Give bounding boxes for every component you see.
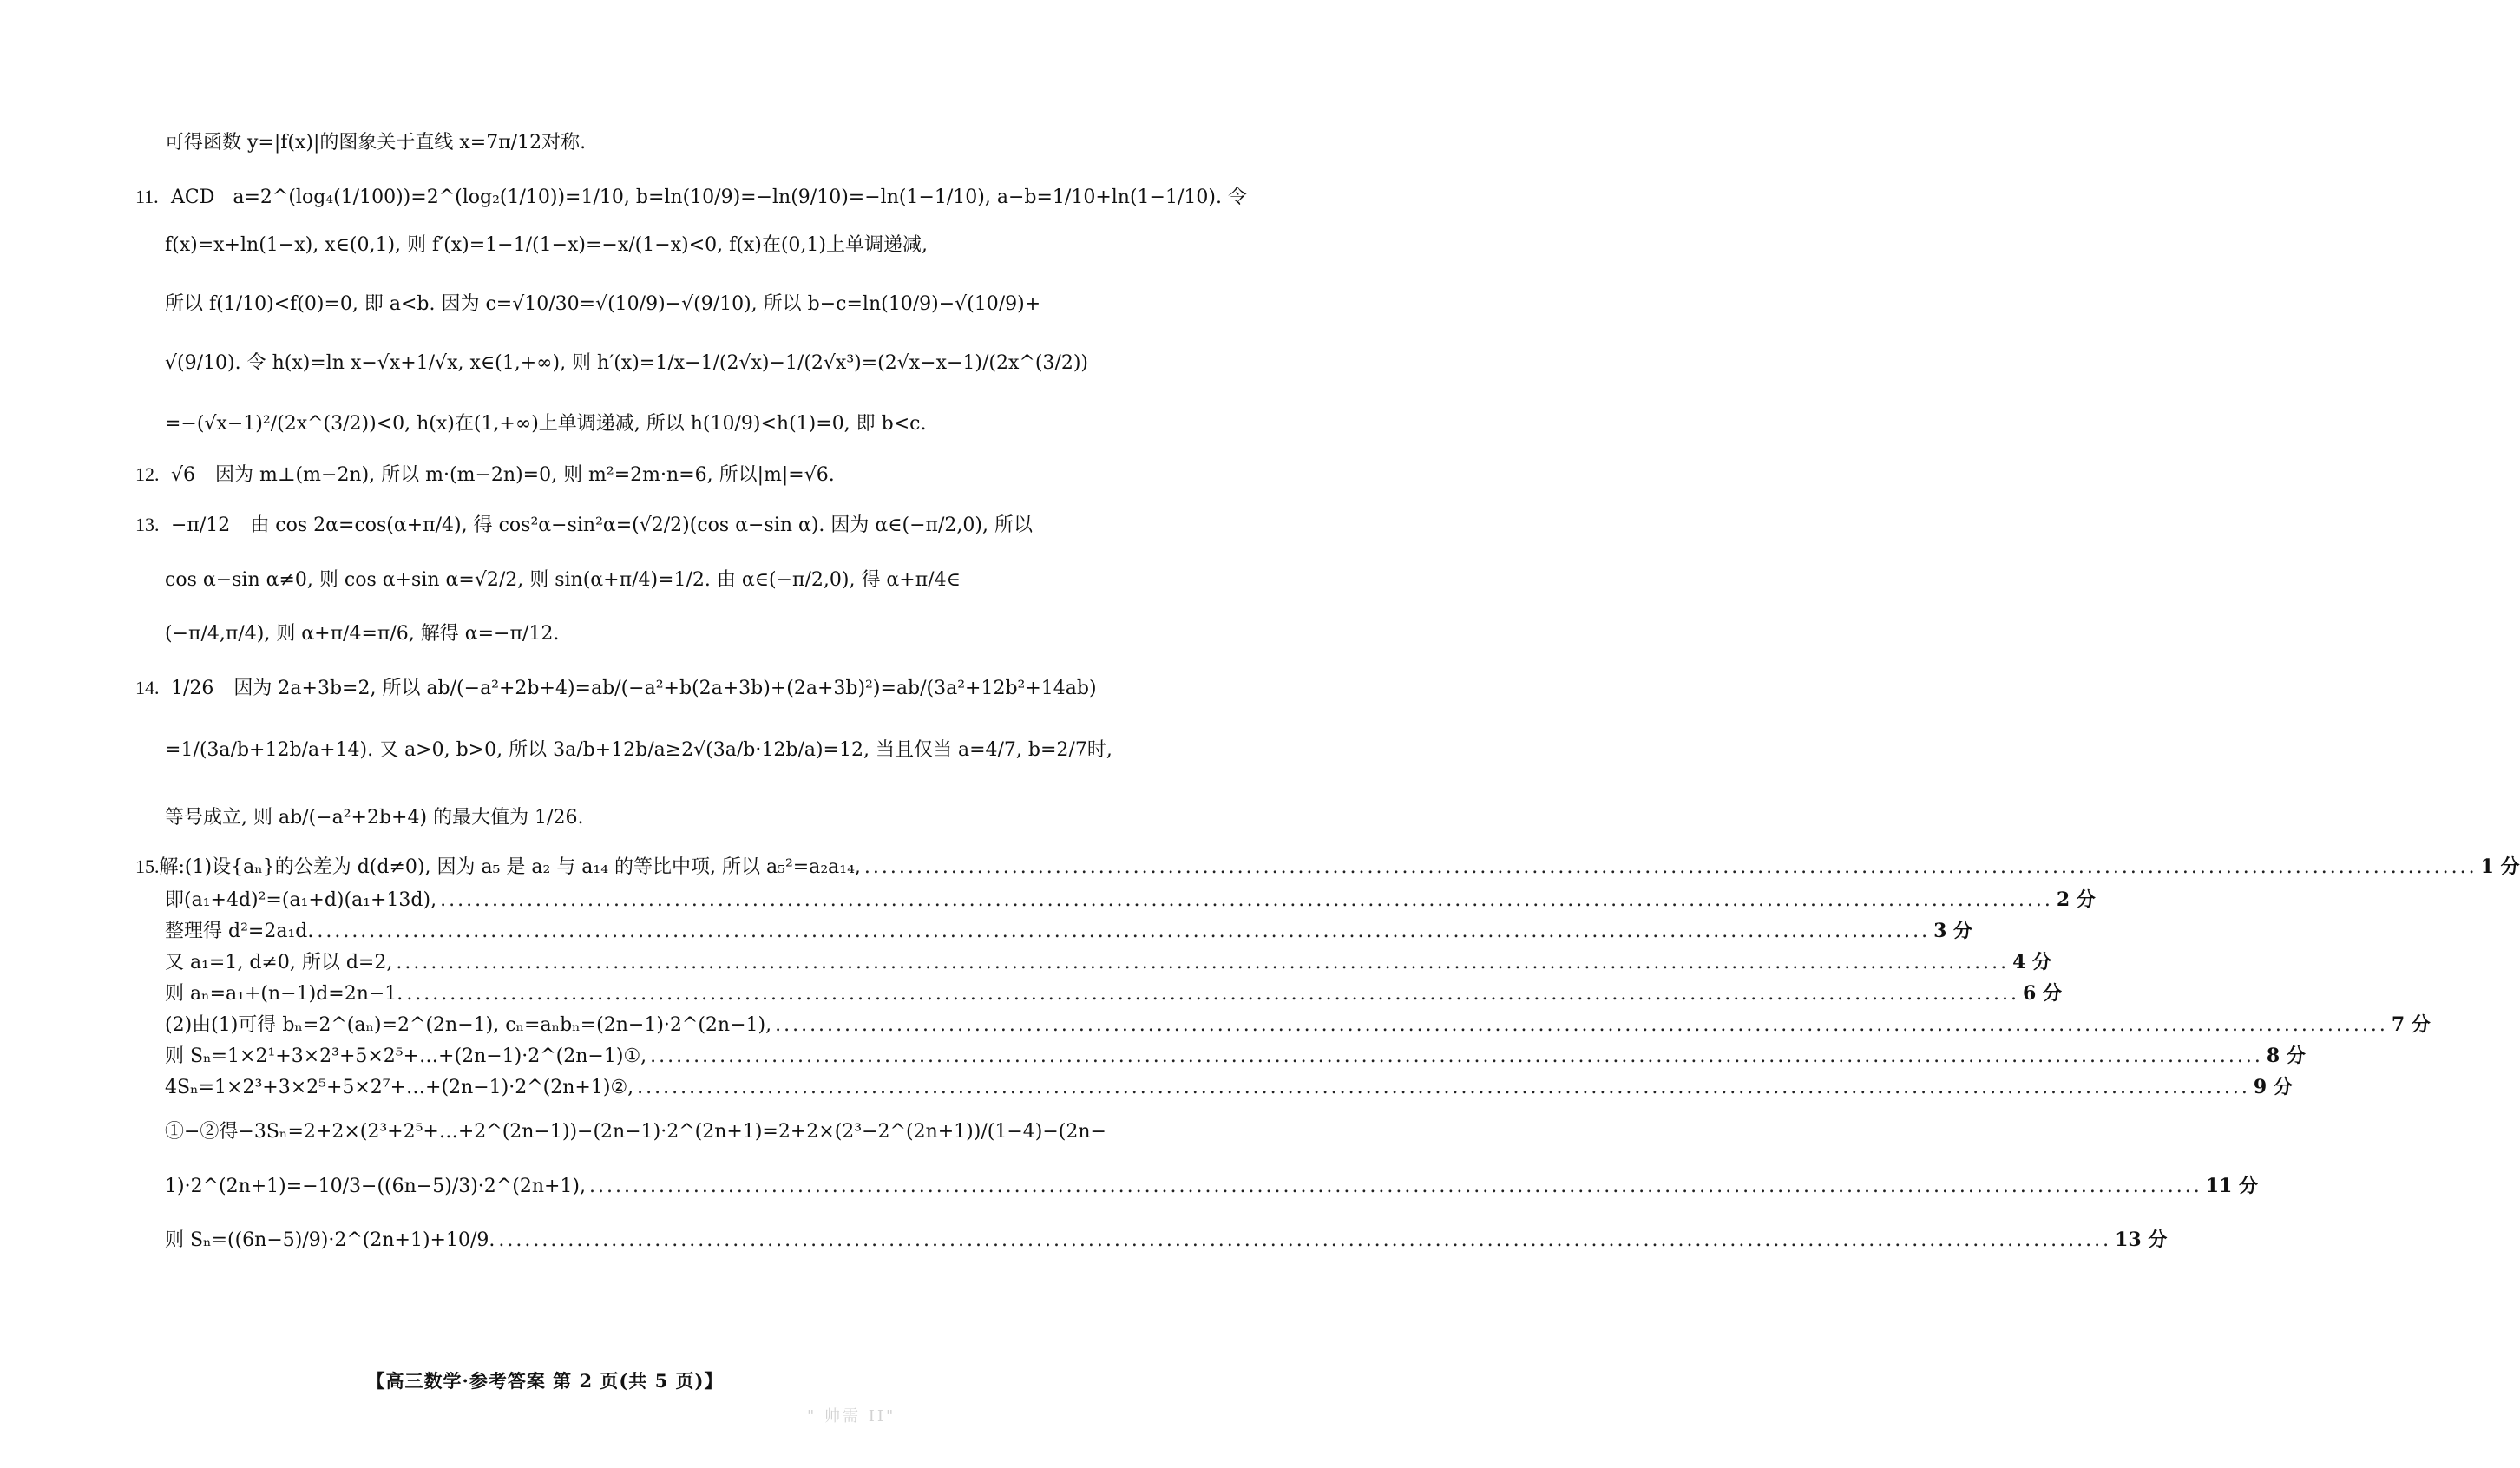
question-number: 12.: [135, 463, 160, 485]
question-11: [0, 184, 1247, 211]
leader-dots: [589, 1174, 2202, 1200]
question-13: [0, 512, 1090, 539]
text-line: f(x)=x+ln(1−x), x∈(0,1), 则 f′(x)=1−1/(1−x)=−x/(1−x)<0, f(x)在(0,1)上单调递减,: [165, 234, 928, 256]
page-footer: 【高三数学·参考答案 第 2 页(共 5 页)】: [366, 1370, 724, 1392]
step-text: (2)由(1)可得 bₙ=2^(aₙ)=2^(2n−1), cₙ=aₙbₙ=(2n−1)·2^(2n−1),: [165, 1014, 772, 1036]
step-score: 4 分: [2012, 951, 2052, 973]
step-text: 1)·2^(2n+1)=−10/3−((6n−5)/3)·2^(2n+1),: [165, 1176, 586, 1197]
question-answer: ACD: [171, 187, 215, 208]
step-text: 即(a₁+4d)²=(a₁+d)(a₁+13d),: [165, 889, 437, 911]
text-line: 由 cos 2α=cos(α+π/4), 得 cos²α−sin²α=(√2/2)(cos α−sin α). 因为 α∈(−π/2,0), 所以: [250, 514, 1033, 536]
text-line: 等号成立, 则 ab/(−a²+2b+4) 的最大值为 1/26.: [165, 807, 584, 829]
text-line: =1/(3a/b+12b/a+14). 又 a>0, b>0, 所以 3a/b+12b/a≥2√(3a/b·12b/a)=12, 当且仅当 a=4/7, b=2/7时,: [165, 739, 1112, 761]
solution-step: [135, 854, 2520, 881]
leader-dots: [406, 981, 2019, 1007]
solution-step: [165, 949, 2052, 976]
leader-dots: [317, 919, 1930, 945]
question-answer: 1/26: [171, 678, 214, 699]
question-answer: −π/12: [171, 514, 231, 536]
leader-dots: [864, 855, 2477, 881]
step-score: 8 分: [2266, 1045, 2306, 1067]
leader-dots: [775, 1013, 2388, 1039]
step-text: 整理得 d²=2a₁d.: [165, 921, 314, 942]
step-text: 则 aₙ=a₁+(n−1)d=2n−1.: [165, 983, 404, 1005]
step-score: 3 分: [1933, 920, 1973, 942]
step-score: 13 分: [2115, 1229, 2168, 1251]
text-line: 可得函数 y=|f(x)|的图象关于直线 x=7π/12对称.: [165, 132, 587, 154]
step-text: 又 a₁=1, d≠0, 所以 d=2,: [165, 952, 393, 973]
step-text: 解:(1)设{aₙ}的公差为 d(d≠0), 因为 a₅ 是 a₂ 与 a₁₄ 的等比中项, 所以 a₅²=a₂a₁₄,: [159, 856, 861, 878]
solution-step: [165, 1074, 2293, 1101]
text-line: =−(√x−1)²/(2x^(3/2))<0, h(x)在(1,+∞)上单调递减, 所以 h(10/9)<h(1)=0, 即 b<c.: [165, 413, 927, 435]
leader-dots: [637, 1075, 2250, 1101]
solution-step: [165, 1173, 2259, 1200]
step-score: 9 分: [2253, 1076, 2293, 1098]
step-score: 2 分: [2056, 888, 2096, 911]
question-number: 13.: [135, 514, 160, 535]
solution-step: [165, 1043, 2306, 1070]
step-text: 4Sₙ=1×2³+3×2⁵+5×2⁷+…+(2n−1)·2^(2n+1)②,: [165, 1077, 634, 1098]
text-line: (−π/4,π/4), 则 α+π/4=π/6, 解得 α=−π/12.: [165, 623, 560, 645]
text-line: a=2^(log₄(1/100))=2^(log₂(1/10))=1/10, b=ln(10/9)=−ln(9/10)=−ln(1−1/10), a−b=1/10+ln(1−1/10). 令: [233, 187, 1247, 208]
text-line: 因为 2a+3b=2, 所以 ab/(−a²+2b+4)=ab/(−a²+b(2a+3b)+(2a+3b)²)=ab/(3a²+12b²+14ab): [233, 678, 1097, 699]
solution-step: [165, 1227, 2168, 1254]
step-text: 则 Sₙ=1×2¹+3×2³+5×2⁵+…+(2n−1)·2^(2n−1)①,: [165, 1045, 647, 1067]
leader-dots: [396, 950, 2009, 976]
step-score: 11 分: [2205, 1175, 2259, 1197]
watermark: " 帅需 II": [807, 1407, 896, 1425]
leader-dots: [650, 1044, 2263, 1070]
question-12: [0, 462, 1090, 488]
solution-step: [165, 918, 1973, 945]
question-14: [0, 675, 1097, 702]
question-number: 15.: [135, 855, 160, 877]
step-score: 1 分: [2480, 855, 2520, 878]
leader-dots: [498, 1228, 2111, 1254]
leader-dots: [440, 888, 2053, 914]
text-line: √(9/10). 令 h(x)=ln x−√x+1/√x, x∈(1,+∞), 则 h′(x)=1/x−1/(2√x)−1/(2√x³)=(2√x−x−1)/(2x^(3/2)): [165, 352, 1089, 374]
text-line: cos α−sin α≠0, 则 cos α+sin α=√2/2, 则 sin(α+π/4)=1/2. 由 α∈(−π/2,0), 得 α+π/4∈: [165, 569, 961, 591]
text-line: 因为 m⊥(m−2n), 所以 m·(m−2n)=0, 则 m²=2m·n=6, 所以|m|=√6.: [215, 464, 835, 486]
text-line: 所以 f(1/10)<f(0)=0, 即 a<b. 因为 c=√10/30=√(10/9)−√(9/10), 所以 b−c=ln(10/9)−√(10/9)+: [165, 293, 1041, 315]
solution-step: [165, 1012, 2431, 1039]
step-score: 7 分: [2391, 1013, 2431, 1036]
solution-step: [165, 980, 2063, 1007]
text-line: ①−②得−3Sₙ=2+2×(2³+2⁵+…+2^(2n−1))−(2n−1)·2^(2n+1)=2+2×(2³−2^(2n+1))/(1−4)−(2n−: [165, 1121, 1106, 1143]
solution-step: [165, 887, 2096, 914]
step-score: 6 分: [2023, 982, 2063, 1005]
question-number: 14.: [135, 677, 160, 698]
step-text: 则 Sₙ=((6n−5)/9)·2^(2n+1)+10/9.: [165, 1229, 495, 1251]
question-number: 11.: [135, 186, 159, 207]
question-answer: √6: [171, 464, 196, 486]
